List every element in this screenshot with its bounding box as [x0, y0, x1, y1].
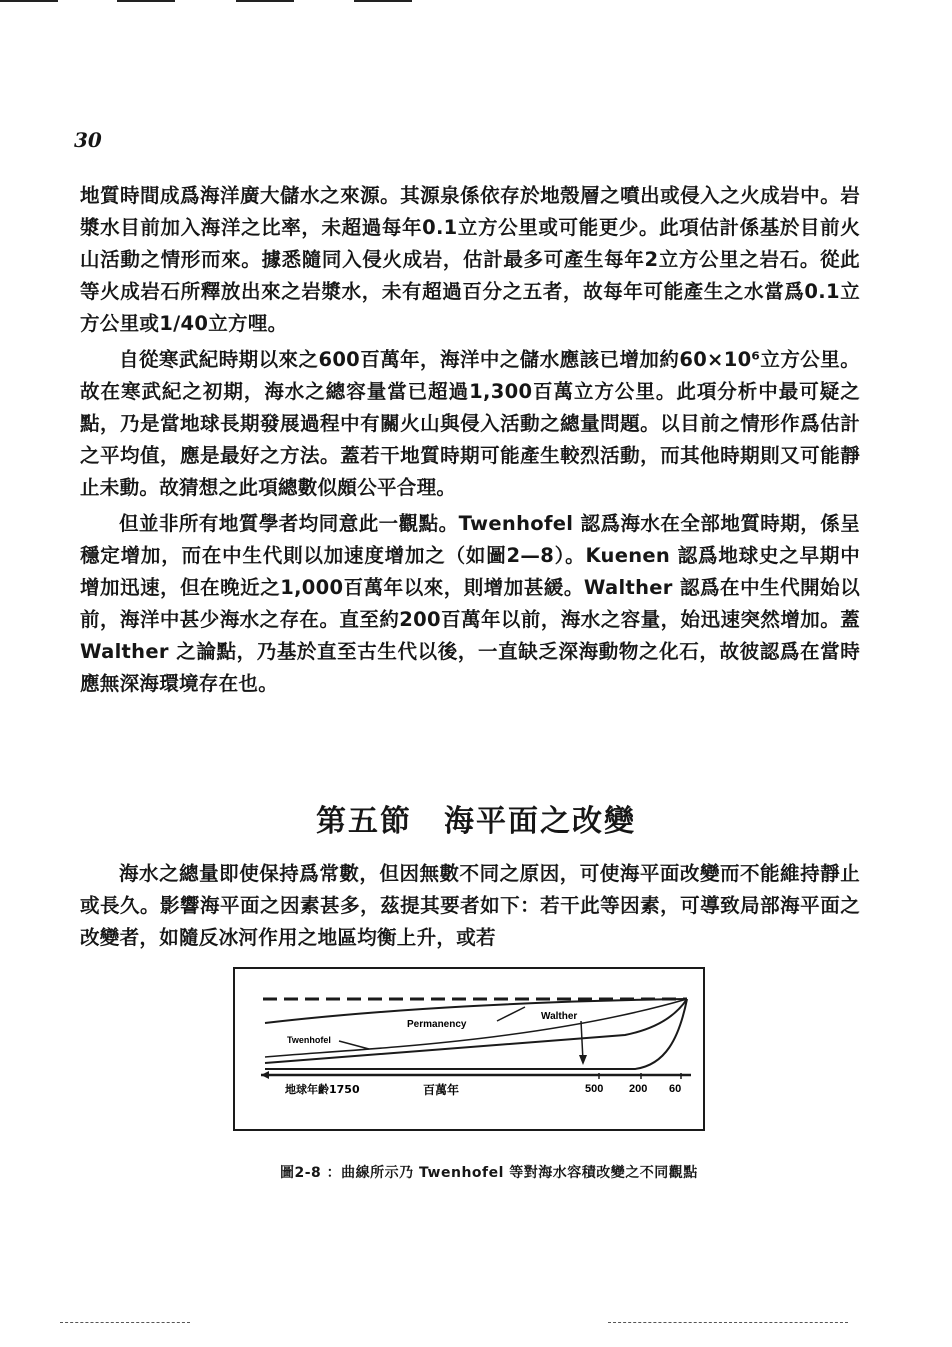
section-body: [80, 858, 860, 954]
paragraph-3: 但並非所有地質學者均同意此一觀點。Twenhofel 認爲海水在全部地質時期，係呈穩定增加，而在中生代則以加速度增加之（如圖2—8）。Kuenen 認爲地球史之早期中增加迅速，但在晚近之1,000百萬年以來，則增加甚緩。Walther 認爲在中生代開始以前，海洋中甚少海水之存在。直至約200百萬年以前，海水之容量，始迅速突然增加。蓋 Walther 之論點，乃基於直至古生代以後，一直缺乏深海動物之化石，故彼認爲在當時應無深海環境存在也。: [80, 512, 860, 695]
scan-mark-left: [60, 1322, 190, 1324]
tick-200-label: 200: [629, 1083, 648, 1095]
twenhofel-curve: [265, 999, 687, 1063]
figure-2-8: [233, 967, 705, 1131]
top-rule-2: [117, 0, 175, 2]
axis-arrow: [261, 1071, 269, 1079]
tick-500-label: 500: [585, 1083, 604, 1095]
walther-label: Walther: [541, 1011, 578, 1022]
figure-diagram: [235, 969, 703, 1129]
scan-mark-right: [608, 1322, 848, 1324]
walther-pointer-head: [579, 1055, 587, 1065]
permanency-pointer: [497, 1007, 525, 1021]
axis-left-label: 地球年齡1750: [285, 1083, 360, 1096]
paragraph-2: 自從寒武紀時期以來之600百萬年，海洋中之儲水應該已增加約60×10⁶立方公里。故在寒武紀之初期，海水之總容量當已超過1,300百萬立方公里。此項分析中最可疑之點，乃是當地球長期發展過程中有關火山與侵入活動之總量問題。以目前之情形作爲估計之平均值，應是最好之方法。蓋若干地質時期可能產生較烈活動，而其他時期則又可能靜止未動。故猜想之此項總數似頗公平合理。: [80, 348, 860, 499]
figure-caption: 圖2-8 ：曲線所示乃 Twenhofel 等對海水容積改變之不同觀點: [280, 1165, 698, 1181]
top-rule-1: [0, 0, 58, 2]
kuenen-curve: [265, 999, 687, 1057]
permanency-curve: [265, 999, 687, 1023]
page-number: 30: [74, 128, 102, 152]
twenhofel-pointer: [339, 1041, 369, 1049]
paragraph-1: 地質時間成爲海洋廣大儲水之來源。其源泉係依存於地殼層之噴出或侵入之火成岩中。岩漿水目前加入海洋之比率，未超過每年0.1立方公里或可能更少。此項估計係基於目前火山活動之情形而來。據悉隨同入侵火成岩，估計最多可產生每年2立方公里之岩石。從此等火成岩石所釋放出來之岩漿水，未有超過百分之五者，故每年可能產生之水當爲0.1立方公里或1/40立方哩。: [80, 184, 860, 335]
twenhofel-label: Twenhofel: [287, 1035, 331, 1045]
section-paragraph-1: 海水之總量即使保持爲常數，但因無數不同之原因，可使海平面改變而不能維持靜止或長久。影響海平面之因素甚多，茲提其要者如下：若干此等因素，可導致局部海平面之改變者，如隨反冰河作用之地區均衡上升，或若: [80, 862, 860, 949]
top-rule-3: [236, 0, 294, 2]
tick-60-label: 60: [669, 1083, 682, 1095]
section-title: 第五節 海平面之改變: [316, 804, 636, 839]
top-rule-4: [354, 0, 412, 2]
permanency-label: Permanency: [407, 1019, 467, 1030]
axis-unit-label: 百萬年: [423, 1083, 460, 1097]
body-text: [80, 180, 860, 700]
